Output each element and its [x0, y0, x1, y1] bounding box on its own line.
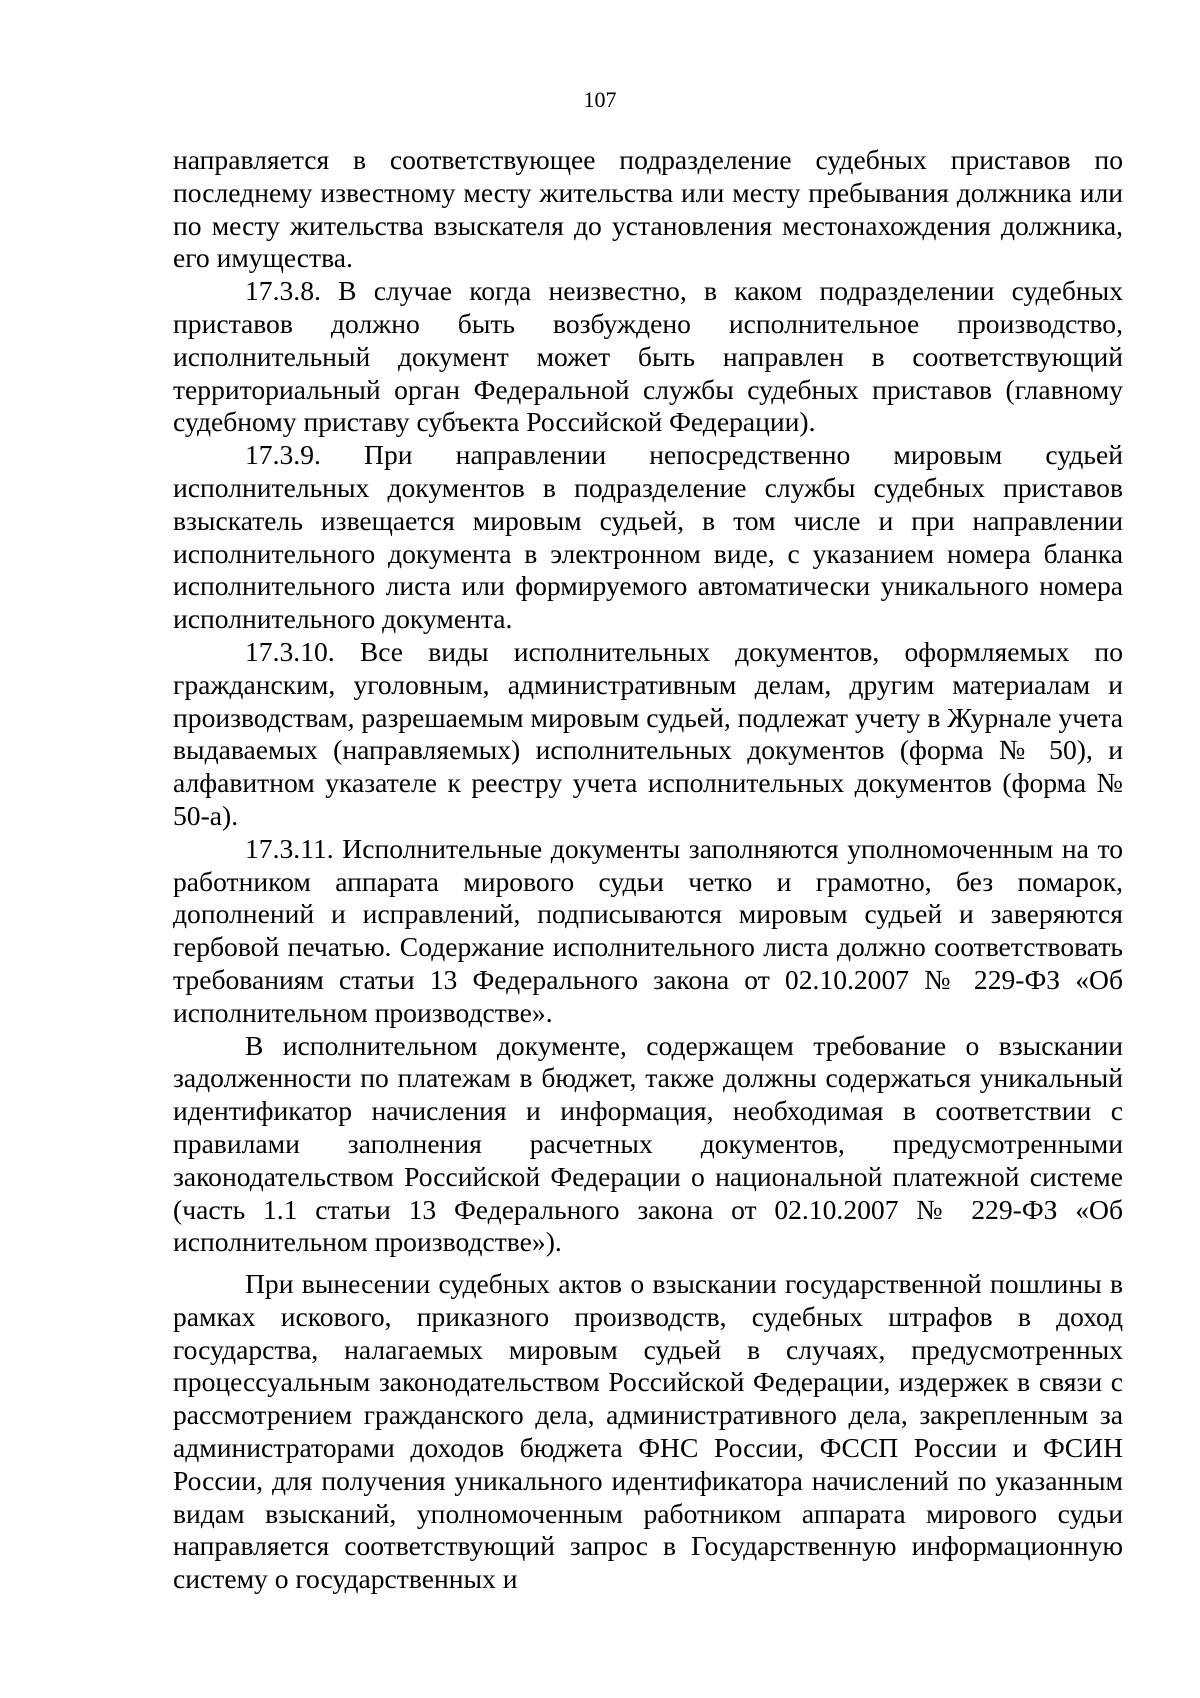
paragraph-17-3-8: 17.3.8. В случае когда неизвестно, в каком подразделении судебных приставов должно быть возбуждено исполнительное производство, исполнительный документ может быть направлен в соответствующий территориальный орган Федеральной службы судебных приставов (главному судебному приставу субъекта Российской Федерации). — [173, 275, 1123, 438]
page-number: 107 — [583, 87, 617, 112]
paragraph-17-3-9: 17.3.9. При направлении непосредственно мировым судьей исполнительных документов в подразделение службы судебных приставов взыскатель извещается мировым судьей, в том числе и при направлении исполнительного документа в электронном виде, с указанием номера бланка исполнительного листа или формируемого автоматически уникального номера исполнительного документа. — [173, 439, 1123, 635]
paragraph-17-3-11: 17.3.11. Исполнительные документы заполняются уполномоченным на то работником аппарата мирового судьи четко и грамотно, без помарок, дополнений и исправлений, подписываются мировым судьей и заверяются гербовой печатью. Содержание исполнительного листа должно соответствовать требованиям статьи 13 Федерального закона от 02.10.2007 № 229-ФЗ «Об исполнительном производстве». — [173, 832, 1123, 1028]
paragraph-continuation: направляется в соответствующее подразделение судебных приставов по последнему известному месту жительства или месту пребывания должника или по месту жительства взыскателя до установления местонахождения должника, его имущества. — [173, 144, 1123, 274]
paragraph-17-3-10: 17.3.10. Все виды исполнительных документов, оформляемых по гражданским, уголовным, административным делам, другим материалам и производствам, разрешаемым мировым судьей, подлежат учету в Журнале учета выдаваемых (направляемых) исполнительных документов (форма № 50), и алфавитном указателе к реестру учета исполнительных документов (форма № 50-а). — [173, 635, 1123, 831]
paragraph-state-duty: При вынесении судебных актов о взыскании государственной пошлины в рамках искового, приказного производств, судебных штрафов в доход государства, налагаемых мировым судьей в случаях, предусмотренных процессуальным законодательством Российской Федерации, издержек в связи с рассмотрением гражданского дела, административного дела, закрепленным за администраторами доходов бюджета ФНС России, ФССП России и ФСИН России, для получения уникального идентификатора начислений по указанным видам взысканий, уполномоченным работником аппарата мирового судьи направляется соответствующий запрос в Государственную информационную систему о государственных и — [173, 1268, 1123, 1595]
document-body — [173, 144, 1123, 1596]
paragraph-budget-debt: В исполнительном документе, содержащем требование о взыскании задолженности по платежам в бюджет, также должны содержаться уникальный идентификатор начисления и информация, необходимая в соответствии с правилами заполнения расчетных документов, предусмотренными законодательством Российской Федерации о национальной платежной системе (часть 1.1 статьи 13 Федерального закона от 02.10.2007 № 229-ФЗ «Об исполнительном производстве»). — [173, 1029, 1123, 1258]
